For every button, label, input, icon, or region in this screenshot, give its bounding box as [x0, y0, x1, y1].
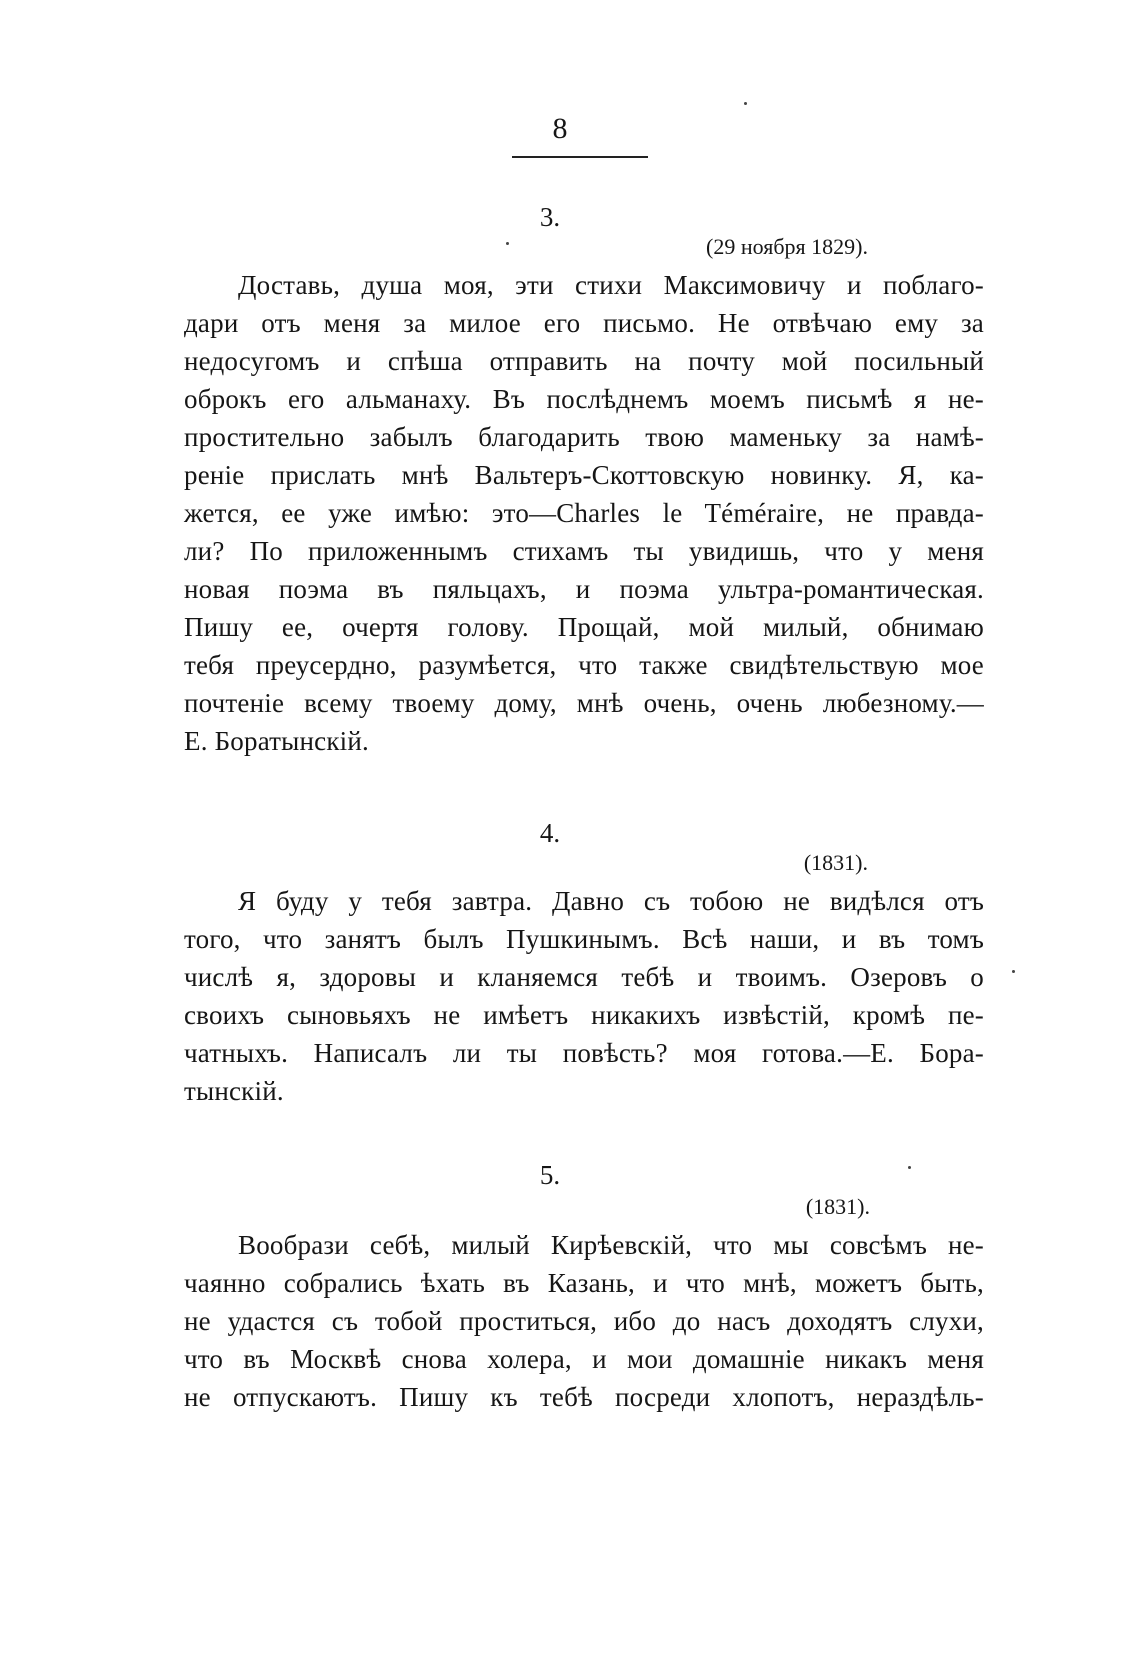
text-line: тебя преусердно, разумѣется, что также свидѣтельствую мое	[184, 650, 984, 680]
text-line: Вообрази себѣ, милый Кирѣевскій, что мы совсѣмъ не-	[238, 1230, 984, 1260]
text-line: дари отъ меня за милое его письмо. Не отвѣчаю ему за	[184, 308, 984, 338]
text-line: ли? По приложеннымъ стихамъ ты увидишь, что у меня	[184, 536, 984, 566]
text-line: почтеніе всему твоему дому, мнѣ очень, очень любезному.—	[184, 688, 984, 718]
text-line: недосугомъ и спѣша отправить на почту мой посильный	[184, 346, 984, 376]
text-line: чаянно собрались ѣхать въ Казань, и что мнѣ, можетъ быть,	[184, 1268, 984, 1298]
text-line: числѣ я, здоровы и кланяемся тебѣ и твоимъ. Озеровъ о	[184, 962, 984, 992]
letter-date: (1831).	[805, 1194, 870, 1219]
letter-number: 4.	[539, 818, 561, 848]
letter-number: 3.	[539, 202, 561, 232]
scan-speck	[506, 242, 509, 245]
text-line: Я буду у тебя завтра. Давно съ тобою не видѣлся отъ	[238, 886, 984, 916]
letter-date: (29 ноября 1829).	[706, 234, 868, 259]
text-line: Пишу ее, очертя голову. Прощай, мой милый, обнимаю	[184, 612, 984, 642]
page-number: 8	[552, 112, 568, 145]
text-line: жется, ее уже имѣю: это—Charles le Téméraire, не правда-	[184, 498, 984, 528]
text-line: своихъ сыновьяхъ не имѣетъ никакихъ извѣстій, кромѣ пе-	[184, 1000, 984, 1030]
letter-date: (1831).	[803, 850, 868, 875]
signature-line: Е. Боратынскій.	[184, 726, 369, 756]
text-line: того, что занятъ былъ Пушкинымъ. Всѣ наши, и въ томъ	[184, 924, 984, 954]
scan-speck	[744, 102, 747, 105]
scan-speck	[908, 1166, 911, 1169]
header-rule	[512, 156, 648, 158]
text-line: Доставь, душа моя, эти стихи Максимовичу и поблаго-	[238, 270, 984, 300]
text-line: не удастся съ тобой проститься, ибо до насъ доходятъ слухи,	[184, 1306, 984, 1336]
text-line: реніе прислать мнѣ Вальтеръ-Скоттовскую новинку. Я, ка-	[184, 460, 984, 490]
scan-speck	[1012, 970, 1015, 973]
text-line: чатныхъ. Написалъ ли ты повѣсть? моя готова.—Е. Бора-	[184, 1038, 984, 1068]
text-line: что въ Москвѣ снова холера, и мои домашніе никакъ меня	[184, 1344, 984, 1374]
text-line: не отпускаютъ. Пишу къ тебѣ посреди хлопотъ, нераздѣль-	[184, 1382, 984, 1412]
text-line: простительно забылъ благодарить твою маменьку за намѣ-	[184, 422, 984, 452]
letter-number: 5.	[539, 1160, 561, 1190]
signature-line: тынскій.	[184, 1076, 284, 1106]
text-line: новая поэма въ пяльцахъ, и поэма ультра-романтическая.	[184, 574, 984, 604]
text-line: оброкъ его альманаху. Въ послѣднемъ моемъ письмѣ я не-	[184, 384, 984, 414]
